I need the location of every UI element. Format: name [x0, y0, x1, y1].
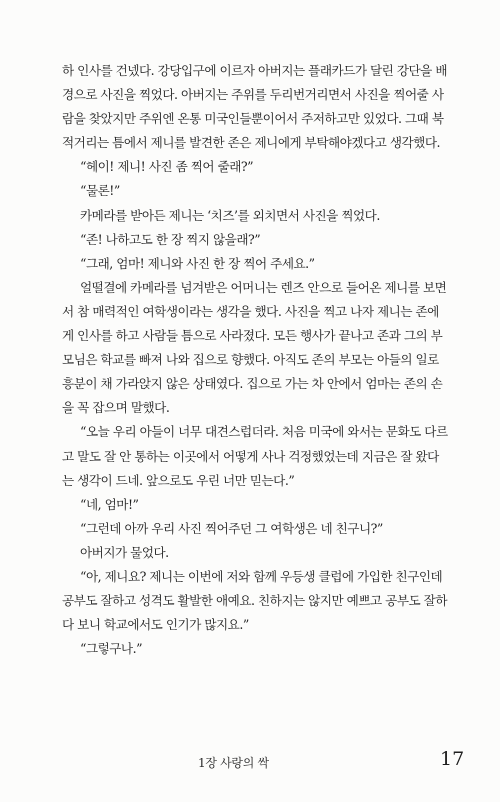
- text-line: 경으로 사진을 찍었다. 아버지는 주위를 두리번거리면서 사진을 찍어줄 사: [62, 87, 444, 103]
- dialogue-line: “오늘 우리 아들이 너무 대견스럽더라. 처음 미국에 와서는 문화도 다르: [80, 424, 448, 440]
- text-line: 람을 찾았지만 주위엔 온통 미국인들뿐이어서 주저하고만 있었다. 그때 북: [62, 111, 444, 127]
- dialogue-line: “헤이! 제니! 사진 좀 찍어 줄래?”: [80, 159, 254, 175]
- text-line: 하 인사를 건넸다. 강당입구에 이르자 아버지는 플래카드가 달린 강단을 배: [62, 63, 447, 78]
- paragraph-start-line: 얼떨결에 카메라를 넘겨받은 어머니는 렌즈 안으로 들어온 제니를 보면: [80, 279, 447, 295]
- page-number: 17: [440, 748, 465, 770]
- text-line: 모님은 학교를 빠져 나와 집으로 향했다. 아직도 존의 부모는 아들의 일로: [62, 352, 439, 368]
- dialogue-line: “그렇구나.”: [80, 641, 143, 657]
- text-line: 공부도 잘하고 성격도 활발한 애예요. 친하지는 않지만 예쁘고 공부도 잘하: [62, 593, 447, 609]
- text-line: 게 인사를 하고 사람들 틈으로 사라졌다. 모든 행사가 끝나고 존과 그의 부: [62, 328, 443, 344]
- text-line: 카메라를 받아든 제니는 ‘치즈’를 외치면서 사진을 찍었다.: [80, 207, 380, 223]
- text-line: 적거리는 틈에서 제니를 발견한 존은 제니에게 부탁해야겠다고 생각했다.: [62, 135, 440, 151]
- dialogue-line: “물론!”: [80, 183, 120, 199]
- text-line: 서 참 매력적인 여학생이라는 생각을 했다. 사진을 찍고 나자 제니는 존에: [62, 303, 439, 319]
- body-text: [62, 59, 448, 661]
- text-line: 을 꼭 잡으며 말했다.: [62, 400, 170, 416]
- dialogue-line: “아, 제니요? 제니는 이번에 저와 함께 우등생 클럽에 가입한 친구인데: [80, 568, 443, 584]
- dialogue-line: “네, 엄마!”: [80, 496, 139, 512]
- text-line: 아버지가 물었다.: [80, 544, 169, 560]
- text-line: 흥분이 채 가라앉지 않은 상태였다. 집으로 가는 차 안에서 엄마는 존의 손: [62, 376, 443, 392]
- chapter-title: 1장 사랑의 싹: [198, 756, 269, 770]
- text-line: 다 보니 학교에서도 인기가 많지요.”: [62, 617, 249, 633]
- dialogue-line: “그런데 아까 우리 사진 찍어주던 그 여학생은 네 친구니?”: [80, 520, 383, 536]
- dialogue-line: “존! 나하고도 한 장 찍지 않을래?”: [80, 231, 261, 247]
- text-line: 는 생각이 드네. 앞으로도 우린 너만 믿는다.”: [62, 472, 295, 488]
- dialogue-line: “그래, 엄마! 제니와 사진 한 장 찍어 주세요.”: [80, 255, 315, 271]
- text-line: 고 말도 잘 안 통하는 이곳에서 어떻게 사나 걱정했었는데 지금은 잘 왔다: [62, 448, 439, 464]
- page-footer: [0, 748, 500, 778]
